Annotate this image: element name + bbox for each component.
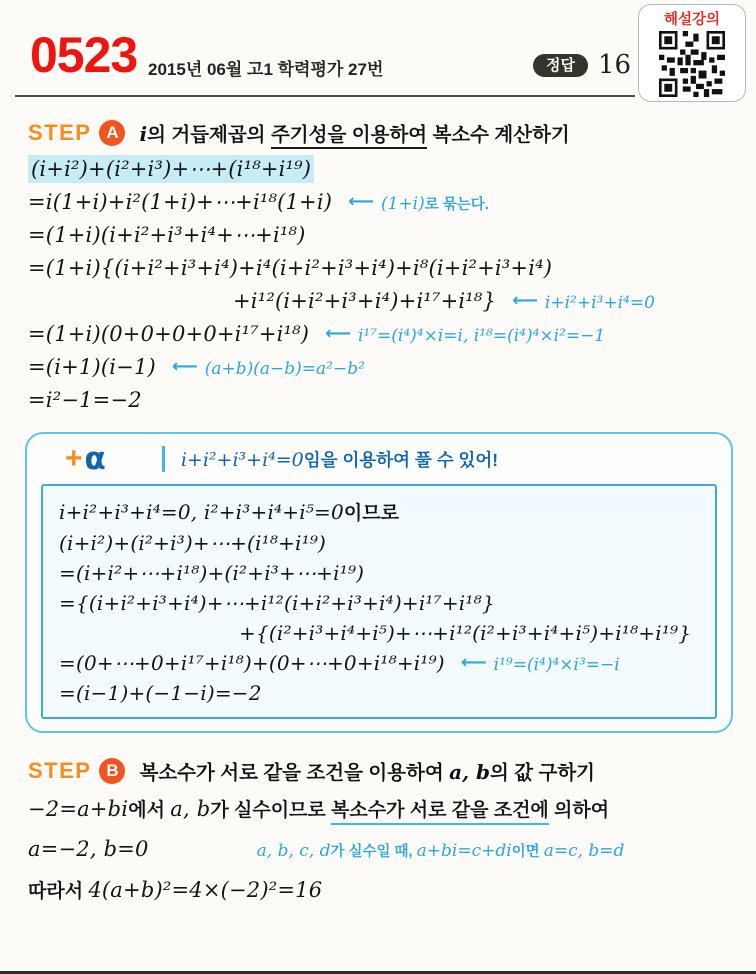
plus-alpha-header xyxy=(27,434,731,484)
lecture-qr-panel xyxy=(638,4,746,102)
text-segment: a=−2, b=0 xyxy=(28,837,149,861)
text-segment: 로 묶는다. xyxy=(424,197,489,213)
math-line xyxy=(28,256,756,280)
step-b-badge: B xyxy=(99,758,125,784)
text-segment: 이므로 xyxy=(343,503,399,524)
text-segment: 복소수가 서로 같을 조건을 이용하여 xyxy=(139,762,450,784)
text-segment: (a+b)(a−b)=a²−b² xyxy=(204,359,365,379)
step-a-badge: A xyxy=(99,120,125,146)
plus-alpha-box xyxy=(25,432,733,733)
text-segment: 의 값 구하기 xyxy=(490,762,596,784)
text-segment: 이면 xyxy=(511,844,544,860)
text-segment: (1+i) xyxy=(380,194,425,214)
separator-bar xyxy=(162,446,165,472)
text-segment: −2=a+bi xyxy=(28,797,129,821)
math-line xyxy=(28,157,756,181)
alternative-solution-box xyxy=(41,484,717,719)
problem-source: 2015년 06월 고1 학력평가 27번 xyxy=(148,60,384,79)
text-segment: 4(a+b)²=4×(−2)²=16 xyxy=(88,878,323,902)
problem-number: 0523 xyxy=(30,27,138,83)
math-line xyxy=(28,289,756,313)
text-segment: a, b xyxy=(449,760,490,784)
step-a-label: STEP xyxy=(28,120,92,145)
text-segment: a, b xyxy=(170,797,211,821)
text-segment: i¹⁹=(i⁴)⁴×i³=−i xyxy=(493,655,620,675)
left-arrow-icon: ⟵ xyxy=(460,652,487,673)
text-segment: =(i−1)+(−1−i)=−2 xyxy=(59,681,262,705)
text-segment: (i+i²)+(i²+i³)+⋯+(i¹⁸+i¹⁹) xyxy=(28,155,314,183)
text-segment: ={(i+i²+i³+i⁴)+⋯+i¹²(i+i²+i³+i⁴)+i¹⁷+i¹⁸} xyxy=(59,591,495,615)
math-line xyxy=(59,561,701,585)
answer-area xyxy=(533,50,631,80)
answer-badge: 정답 xyxy=(533,54,588,77)
text-segment: 의하여 xyxy=(548,800,610,821)
math-line xyxy=(28,223,756,247)
text-segment: 복소수가 서로 같을 조건에 xyxy=(331,800,549,825)
step-b-derivation xyxy=(28,795,756,903)
header-divider xyxy=(15,95,635,97)
math-line xyxy=(28,322,756,346)
text-segment: 복소수 계산하기 xyxy=(427,124,570,146)
plus-alpha-note xyxy=(181,447,498,472)
step-b-label: STEP xyxy=(28,758,92,783)
alpha-icon: α xyxy=(84,440,106,477)
text-segment: =(1+i){(i+i²+i³+i⁴)+i⁴(i+i²+i³+i⁴)+i⁸(i+i²+i³+i⁴) xyxy=(28,256,553,280)
text-segment: a=c, b=d xyxy=(543,841,625,861)
text-segment: 주기성을 이용하여 xyxy=(271,124,427,149)
step-a-header xyxy=(28,119,756,147)
step-b-title xyxy=(139,757,595,785)
math-line xyxy=(28,388,756,412)
page-header xyxy=(0,0,756,97)
qr-code-icon xyxy=(659,31,725,97)
math-line xyxy=(59,621,701,645)
step-a-title xyxy=(139,119,569,147)
text-segment: i+i²+i³+i⁴=0, i²+i³+i⁴+i⁵=0 xyxy=(59,500,344,524)
text-segment: +{(i²+i³+i⁴+i⁵)+⋯+i¹²(i²+i³+i⁴+i⁵)+i¹⁸+i¹⁹} xyxy=(239,621,692,645)
math-line xyxy=(28,190,756,214)
step-b-header xyxy=(28,757,756,785)
step-a-derivation xyxy=(28,157,756,412)
text-segment: 임을 이용하여 풀 수 있어! xyxy=(303,449,499,470)
text-segment: a+bi=c+di xyxy=(416,841,512,861)
text-segment: =(0+⋯+0+i¹⁷+i¹⁸)+(0+⋯+0+i¹⁸+i¹⁹) xyxy=(59,651,445,675)
text-segment: =(1+i)(i+i²+i³+i⁴+⋯+i¹⁸) xyxy=(28,223,306,247)
text-segment: (i+i²)+(i²+i³)+⋯+(i¹⁸+i¹⁹) xyxy=(59,531,327,555)
text-segment: 가 실수일 때, xyxy=(330,844,417,860)
math-line xyxy=(28,355,756,379)
text-segment: =(i+1)(i−1) xyxy=(28,355,156,379)
text-segment: 따라서 xyxy=(28,881,89,902)
text-segment: a, b, c, d xyxy=(256,841,331,861)
left-arrow-icon: ⟵ xyxy=(171,356,198,377)
left-arrow-icon: ⟵ xyxy=(325,323,351,344)
plus-icon: + xyxy=(65,442,83,475)
math-line xyxy=(59,651,701,675)
math-line xyxy=(59,531,701,555)
math-line xyxy=(59,591,701,615)
left-arrow-icon: ⟵ xyxy=(348,191,374,212)
text-segment: =(1+i)(0+0+0+0+i¹⁷+i¹⁸) xyxy=(28,322,310,346)
math-line xyxy=(28,876,756,903)
math-line xyxy=(59,498,701,525)
math-line xyxy=(28,837,756,861)
text-segment: =(i+i²+⋯+i¹⁸)+(i²+i³+⋯+i¹⁹) xyxy=(59,561,365,585)
math-line xyxy=(59,681,701,705)
text-segment: i¹⁷=(i⁴)⁴×i=i, i¹⁸=(i⁴)⁴×i²=−1 xyxy=(357,326,606,346)
text-segment: =i²−1=−2 xyxy=(28,388,142,412)
text-segment: +i¹²(i+i²+i³+i⁴)+i¹⁷+i¹⁸} xyxy=(233,289,497,313)
text-segment: =i(1+i)+i²(1+i)+⋯+i¹⁸(1+i) xyxy=(28,190,333,214)
lecture-label: 해설강의 xyxy=(663,12,721,28)
text-segment: i xyxy=(139,122,148,146)
text-segment: 가 실수이므로 xyxy=(210,800,332,821)
text-segment: i+i²+i³+i⁴=0 xyxy=(180,448,304,471)
math-line xyxy=(28,795,756,822)
text-segment: 의 거듭제곱의 xyxy=(147,124,271,146)
left-arrow-icon: ⟵ xyxy=(512,290,538,311)
text-segment: i+i²+i³+i⁴=0 xyxy=(544,293,655,313)
answer-value: 16 xyxy=(597,50,632,80)
text-segment: 에서 xyxy=(128,800,171,821)
